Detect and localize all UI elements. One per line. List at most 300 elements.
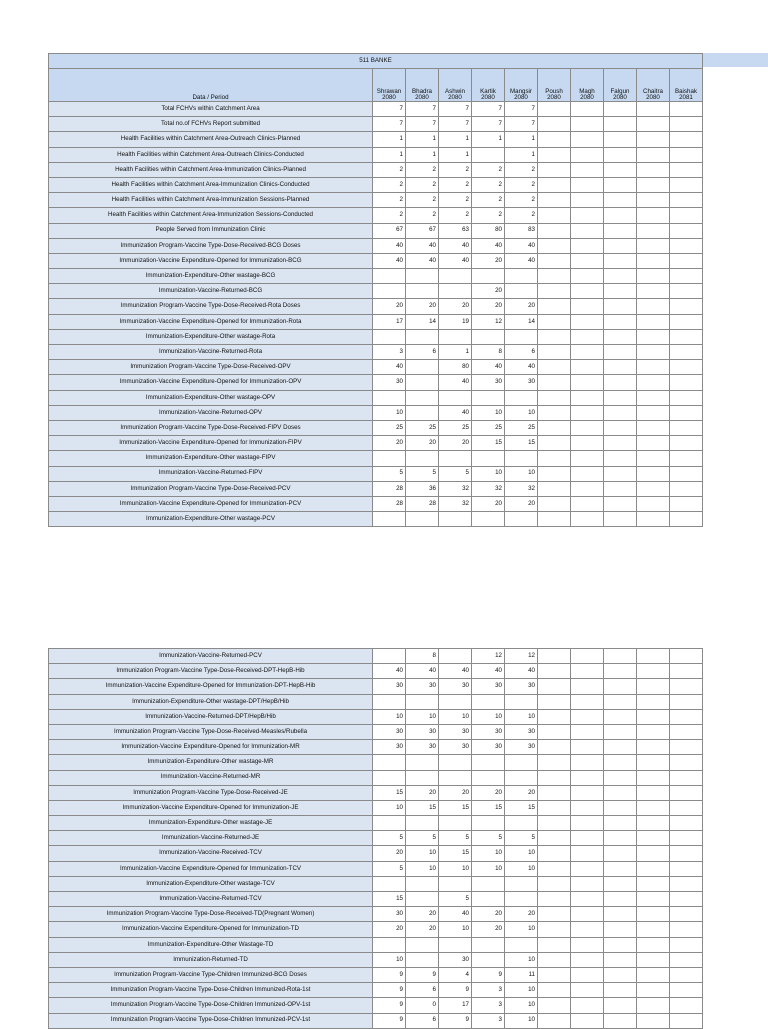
value-cell: 20	[439, 785, 472, 800]
value-cell: 15	[439, 800, 472, 815]
value-cell	[538, 481, 571, 496]
value-cell	[670, 709, 703, 724]
value-cell	[637, 892, 670, 907]
value-cell: 9	[373, 983, 406, 998]
value-cell: 3	[373, 345, 406, 360]
value-cell	[406, 405, 439, 420]
value-cell: 20	[373, 299, 406, 314]
value-cell: 25	[505, 420, 538, 435]
value-cell	[637, 967, 670, 982]
value-cell	[406, 816, 439, 831]
value-cell	[604, 253, 637, 268]
value-cell	[538, 679, 571, 694]
value-cell: 15	[472, 436, 505, 451]
table-row	[49, 876, 703, 891]
value-cell: 10	[505, 952, 538, 967]
value-cell: 40	[472, 238, 505, 253]
value-cell	[637, 709, 670, 724]
value-cell: 20	[472, 922, 505, 937]
period-month: Mangsir	[509, 87, 532, 95]
value-cell	[406, 952, 439, 967]
value-cell	[604, 740, 637, 755]
period-year: 2080	[514, 93, 528, 101]
table-row	[49, 892, 703, 907]
value-cell	[406, 269, 439, 284]
value-cell	[670, 512, 703, 527]
value-cell	[604, 451, 637, 466]
row-label: Immunization-Vaccine-Returned-TCV	[49, 892, 373, 907]
table-row	[49, 147, 703, 162]
value-cell	[538, 907, 571, 922]
value-cell	[571, 223, 604, 238]
value-cell: 10	[505, 861, 538, 876]
value-cell	[604, 937, 637, 952]
value-cell	[472, 755, 505, 770]
value-cell: 2	[472, 162, 505, 177]
value-cell	[604, 664, 637, 679]
value-cell	[505, 329, 538, 344]
table-row	[49, 360, 703, 375]
value-cell	[604, 238, 637, 253]
value-cell: 25	[373, 420, 406, 435]
value-cell	[637, 436, 670, 451]
value-cell	[571, 193, 604, 208]
table-row	[49, 755, 703, 770]
row-label: Immunization-Vaccine Expenditure-Opened for Immunization-TCV	[49, 861, 373, 876]
value-cell	[406, 770, 439, 785]
value-cell: 7	[439, 117, 472, 132]
value-cell	[604, 694, 637, 709]
row-label: Immunization-Vaccine-Returned-BCG	[49, 284, 373, 299]
row-label: Immunization-Expenditure-Other Wastage-TD	[49, 937, 373, 952]
table-row	[49, 314, 703, 329]
value-cell	[538, 193, 571, 208]
table-row	[49, 102, 703, 117]
row-label: Health Facilities within Catchment Area-Immunization Clinics-Conducted	[49, 177, 373, 192]
value-cell	[472, 390, 505, 405]
value-cell	[472, 329, 505, 344]
value-cell	[406, 451, 439, 466]
value-cell: 15	[406, 800, 439, 815]
value-cell	[406, 694, 439, 709]
value-cell	[604, 117, 637, 132]
value-cell: 20	[472, 284, 505, 299]
value-cell	[670, 345, 703, 360]
value-cell	[637, 405, 670, 420]
value-cell: 20	[439, 436, 472, 451]
value-cell	[637, 177, 670, 192]
value-cell: 20	[472, 253, 505, 268]
value-cell: 30	[373, 375, 406, 390]
value-cell: 5	[439, 466, 472, 481]
value-cell	[670, 223, 703, 238]
value-cell: 10	[505, 922, 538, 937]
value-cell	[670, 831, 703, 846]
value-cell	[373, 284, 406, 299]
value-cell	[571, 496, 604, 511]
value-cell: 7	[406, 102, 439, 117]
value-cell	[670, 147, 703, 162]
value-cell	[505, 816, 538, 831]
value-cell	[406, 892, 439, 907]
value-cell	[571, 876, 604, 891]
value-cell	[604, 496, 637, 511]
value-cell	[670, 284, 703, 299]
row-label: Immunization Program-Vaccine Type-Dose-Children Immunized-PCV-1st	[49, 1013, 373, 1028]
value-cell	[538, 238, 571, 253]
value-cell	[604, 208, 637, 223]
value-cell	[571, 405, 604, 420]
value-cell: 63	[439, 223, 472, 238]
value-cell: 83	[505, 223, 538, 238]
value-cell	[604, 998, 637, 1013]
value-cell: 40	[505, 664, 538, 679]
value-cell	[670, 892, 703, 907]
value-cell: 30	[472, 375, 505, 390]
value-cell	[637, 208, 670, 223]
value-cell: 20	[406, 922, 439, 937]
value-cell	[604, 314, 637, 329]
value-cell: 30	[373, 740, 406, 755]
value-cell: 20	[505, 785, 538, 800]
row-label: Immunization-Expenditure-Other wastage-DPT/HepB/Hib	[49, 694, 373, 709]
row-label: Immunization Program-Vaccine Type-Dose-Received-Measles/Rubella	[49, 724, 373, 739]
value-cell	[538, 420, 571, 435]
value-cell	[406, 390, 439, 405]
value-cell: 7	[373, 117, 406, 132]
table-row	[49, 299, 703, 314]
value-cell: 30	[439, 740, 472, 755]
value-cell	[637, 375, 670, 390]
value-cell: 40	[505, 360, 538, 375]
value-cell	[637, 284, 670, 299]
value-cell	[670, 967, 703, 982]
value-cell	[538, 375, 571, 390]
value-cell	[571, 1013, 604, 1028]
value-cell: 40	[439, 253, 472, 268]
value-cell	[373, 876, 406, 891]
value-cell	[637, 329, 670, 344]
value-cell	[439, 269, 472, 284]
value-cell	[505, 512, 538, 527]
value-cell	[571, 177, 604, 192]
value-cell	[373, 451, 406, 466]
value-cell	[604, 223, 637, 238]
value-cell: 2	[472, 177, 505, 192]
value-cell	[670, 102, 703, 117]
period-month: Magh	[579, 87, 595, 95]
value-cell: 15	[373, 892, 406, 907]
value-cell	[604, 983, 637, 998]
value-cell	[604, 800, 637, 815]
value-cell: 40	[439, 238, 472, 253]
value-cell	[670, 679, 703, 694]
value-cell	[670, 405, 703, 420]
value-cell: 25	[406, 420, 439, 435]
period-header	[604, 69, 637, 102]
value-cell: 30	[406, 679, 439, 694]
value-cell	[637, 253, 670, 268]
value-cell: 2	[373, 208, 406, 223]
period-year: 2080	[580, 93, 594, 101]
period-year: 2080	[547, 93, 561, 101]
value-cell	[538, 785, 571, 800]
table-row	[49, 375, 703, 390]
value-cell	[637, 193, 670, 208]
value-cell: 20	[505, 496, 538, 511]
value-cell: 10	[373, 709, 406, 724]
value-cell	[604, 816, 637, 831]
value-cell	[604, 390, 637, 405]
value-cell	[538, 892, 571, 907]
value-cell	[670, 314, 703, 329]
table-row	[49, 664, 703, 679]
value-cell	[505, 694, 538, 709]
value-cell	[538, 740, 571, 755]
value-cell	[571, 451, 604, 466]
value-cell	[538, 405, 571, 420]
value-cell	[670, 800, 703, 815]
value-cell	[472, 147, 505, 162]
value-cell: 40	[373, 238, 406, 253]
value-cell	[604, 724, 637, 739]
row-label: Immunization-Expenditure-Other wastage-Rota	[49, 329, 373, 344]
value-cell: 6	[505, 345, 538, 360]
value-cell	[670, 269, 703, 284]
value-cell: 28	[406, 496, 439, 511]
value-cell: 2	[406, 193, 439, 208]
value-cell	[538, 284, 571, 299]
value-cell	[472, 816, 505, 831]
value-cell: 1	[439, 132, 472, 147]
row-label: Immunization Program-Vaccine Type-Dose-Received-PCV	[49, 481, 373, 496]
value-cell: 5	[439, 831, 472, 846]
row-label: Health Facilities within Catchment Area-Outreach Clinics-Conducted	[49, 147, 373, 162]
value-cell: 32	[439, 496, 472, 511]
value-cell: 20	[373, 922, 406, 937]
value-cell	[637, 983, 670, 998]
value-cell	[604, 861, 637, 876]
value-cell	[505, 284, 538, 299]
table-row	[49, 481, 703, 496]
value-cell	[670, 649, 703, 664]
value-cell: 20	[439, 299, 472, 314]
corner-label: Data / Period	[49, 69, 373, 102]
value-cell: 7	[505, 102, 538, 117]
value-cell	[538, 496, 571, 511]
value-cell: 20	[472, 907, 505, 922]
value-cell	[604, 102, 637, 117]
row-label: Immunization-Vaccine Expenditure-Opened for Immunization-PCV	[49, 496, 373, 511]
value-cell	[604, 375, 637, 390]
value-cell: 30	[406, 740, 439, 755]
value-cell	[670, 481, 703, 496]
row-label: Immunization Program-Vaccine Type-Dose-Children Immunized-Rota-1st	[49, 983, 373, 998]
period-header	[670, 69, 703, 102]
value-cell	[637, 345, 670, 360]
value-cell: 28	[373, 496, 406, 511]
value-cell	[670, 390, 703, 405]
value-cell	[670, 770, 703, 785]
value-cell	[571, 512, 604, 527]
value-cell: 10	[373, 800, 406, 815]
value-cell: 2	[439, 177, 472, 192]
value-cell: 15	[439, 846, 472, 861]
row-label: Immunization-Expenditure-Other wastage-OPV	[49, 390, 373, 405]
value-cell: 1	[373, 147, 406, 162]
value-cell: 2	[472, 193, 505, 208]
value-cell	[670, 466, 703, 481]
table-row	[49, 345, 703, 360]
value-cell: 30	[505, 724, 538, 739]
value-cell: 20	[505, 299, 538, 314]
value-cell	[505, 937, 538, 952]
value-cell	[637, 937, 670, 952]
value-cell: 9	[439, 1013, 472, 1028]
value-cell	[538, 800, 571, 815]
value-cell	[637, 117, 670, 132]
value-cell	[538, 724, 571, 739]
value-cell	[571, 831, 604, 846]
value-cell: 10	[472, 466, 505, 481]
value-cell	[571, 375, 604, 390]
value-cell	[538, 861, 571, 876]
value-cell	[604, 831, 637, 846]
table-row	[49, 208, 703, 223]
value-cell: 30	[472, 724, 505, 739]
value-cell	[670, 694, 703, 709]
value-cell	[538, 269, 571, 284]
value-cell	[670, 952, 703, 967]
value-cell	[604, 132, 637, 147]
value-cell: 9	[439, 983, 472, 998]
value-cell	[538, 390, 571, 405]
value-cell	[538, 998, 571, 1013]
row-label: Immunization-Vaccine Expenditure-Opened for Immunization-TD	[49, 922, 373, 937]
value-cell: 2	[439, 162, 472, 177]
value-cell	[472, 937, 505, 952]
table-row	[49, 831, 703, 846]
value-cell: 30	[439, 952, 472, 967]
value-cell	[571, 998, 604, 1013]
value-cell	[604, 405, 637, 420]
value-cell	[571, 907, 604, 922]
value-cell	[670, 299, 703, 314]
value-cell	[637, 876, 670, 891]
value-cell	[670, 162, 703, 177]
value-cell: 10	[505, 846, 538, 861]
value-cell: 40	[373, 360, 406, 375]
value-cell: 15	[373, 785, 406, 800]
value-cell	[571, 253, 604, 268]
value-cell: 40	[406, 238, 439, 253]
data-table-page-1	[48, 53, 703, 527]
value-cell	[406, 512, 439, 527]
value-cell	[538, 952, 571, 967]
value-cell	[439, 451, 472, 466]
value-cell: 2	[373, 193, 406, 208]
value-cell	[373, 329, 406, 344]
value-cell	[439, 876, 472, 891]
header-accent-bar	[700, 53, 768, 67]
value-cell	[439, 390, 472, 405]
value-cell: 15	[505, 436, 538, 451]
row-label: Immunization-Returned-TD	[49, 952, 373, 967]
table-row	[49, 800, 703, 815]
value-cell: 30	[406, 724, 439, 739]
value-cell	[604, 922, 637, 937]
value-cell: 1	[505, 132, 538, 147]
value-cell: 9	[472, 967, 505, 982]
value-cell: 12	[505, 649, 538, 664]
value-cell	[406, 876, 439, 891]
value-cell	[472, 269, 505, 284]
value-cell	[505, 269, 538, 284]
value-cell	[538, 937, 571, 952]
value-cell	[670, 208, 703, 223]
value-cell: 30	[472, 740, 505, 755]
table-row	[49, 709, 703, 724]
period-month: Baishak	[674, 87, 697, 95]
value-cell	[538, 329, 571, 344]
value-cell	[571, 649, 604, 664]
row-label: Health Facilities within Catchment Area-Outreach Clinics-Planned	[49, 132, 373, 147]
value-cell	[406, 329, 439, 344]
value-cell: 4	[439, 967, 472, 982]
period-header	[538, 69, 571, 102]
value-cell	[472, 876, 505, 891]
value-cell	[571, 724, 604, 739]
value-cell	[637, 1013, 670, 1028]
value-cell: 40	[505, 253, 538, 268]
value-cell: 36	[406, 481, 439, 496]
value-cell	[604, 269, 637, 284]
value-cell	[472, 770, 505, 785]
value-cell	[571, 345, 604, 360]
value-cell	[571, 892, 604, 907]
row-label: Immunization-Vaccine-Returned-JE	[49, 831, 373, 846]
value-cell	[472, 451, 505, 466]
data-table-page-2	[48, 648, 703, 1029]
value-cell: 2	[406, 177, 439, 192]
period-header	[637, 69, 670, 102]
value-cell: 1	[373, 132, 406, 147]
value-cell: 2	[472, 208, 505, 223]
row-label: Immunization-Vaccine-Returned-FIPV	[49, 466, 373, 481]
value-cell	[637, 998, 670, 1013]
row-label: Immunization-Vaccine Expenditure-Opened for Immunization-MR	[49, 740, 373, 755]
table-row	[49, 193, 703, 208]
value-cell	[637, 831, 670, 846]
value-cell: 8	[406, 649, 439, 664]
value-cell: 40	[439, 664, 472, 679]
value-cell	[538, 755, 571, 770]
value-cell	[604, 967, 637, 982]
value-cell: 7	[373, 102, 406, 117]
row-label: Immunization-Vaccine-Returned-Rota	[49, 345, 373, 360]
value-cell	[538, 709, 571, 724]
row-label: Immunization-Expenditure-Other wastage-FIPV	[49, 451, 373, 466]
value-cell: 30	[439, 679, 472, 694]
value-cell: 10	[373, 405, 406, 420]
period-header	[472, 69, 505, 102]
value-cell	[538, 147, 571, 162]
value-cell	[571, 329, 604, 344]
value-cell	[637, 679, 670, 694]
value-cell: 12	[472, 314, 505, 329]
value-cell	[604, 892, 637, 907]
value-cell: 10	[472, 405, 505, 420]
